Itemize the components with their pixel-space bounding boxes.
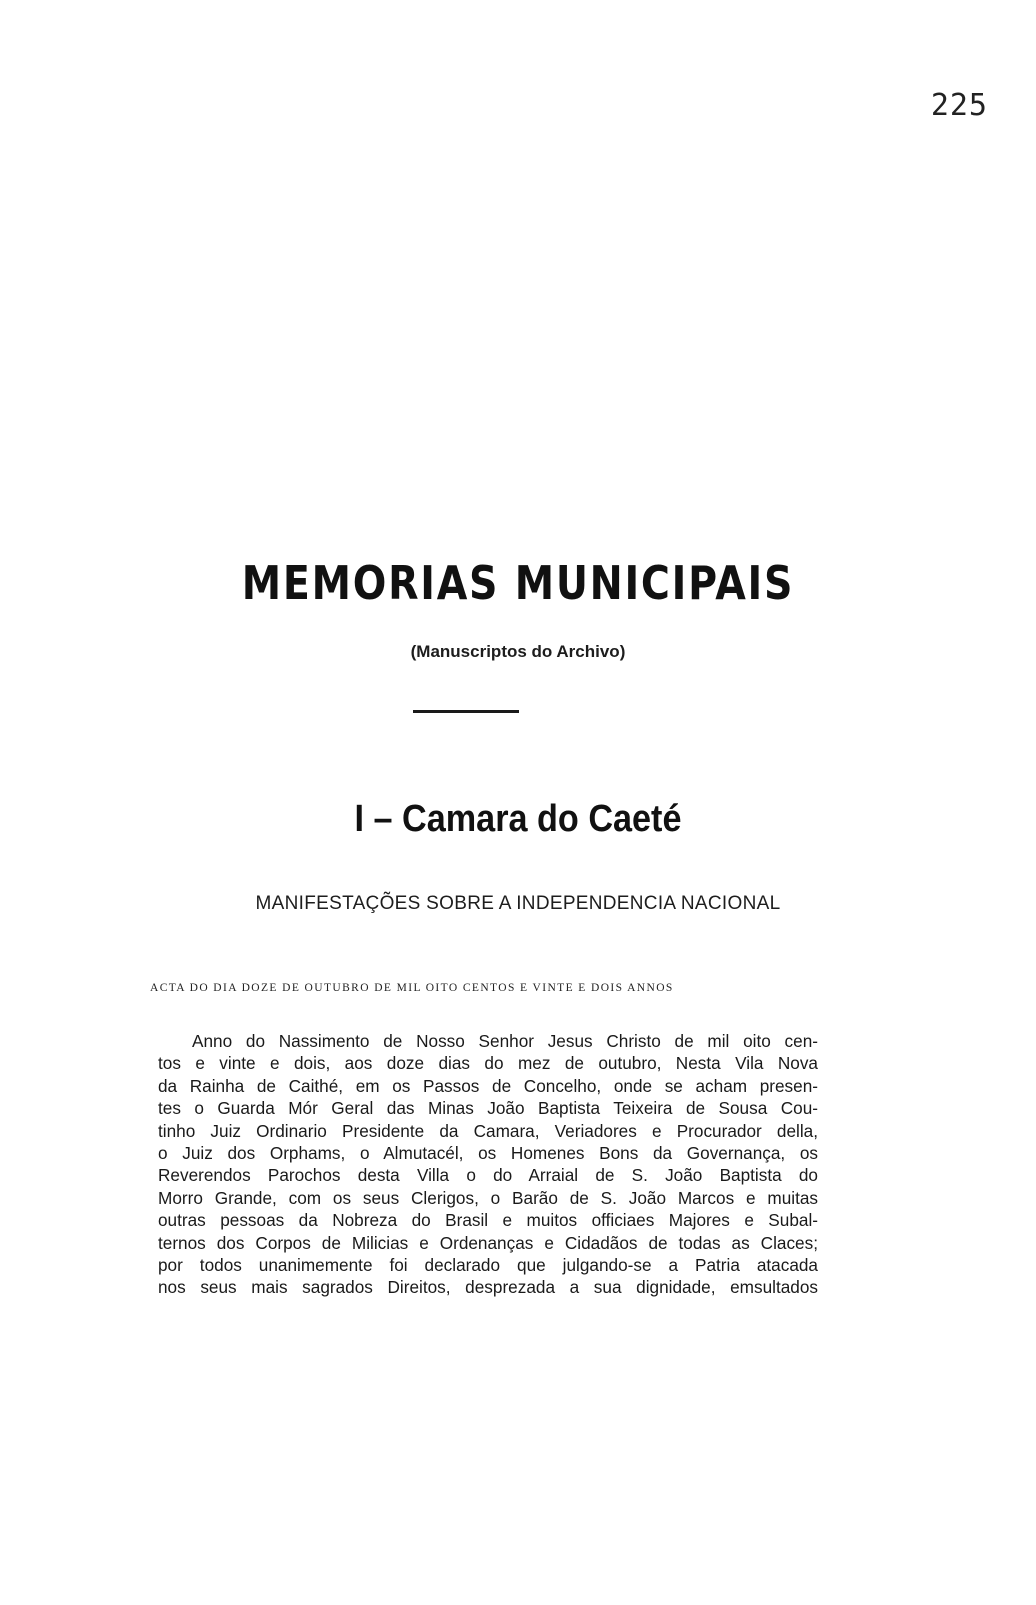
section-heading: MANIFESTAÇÕES SOBRE A INDEPENDENCIA NACIONAL bbox=[255, 893, 781, 914]
section-title: I – Camara do Caeté bbox=[354, 798, 682, 840]
body-text bbox=[158, 1030, 818, 1299]
body-line: Reverendos Parochos desta Villa o do Arraial de S. João Baptista do bbox=[158, 1165, 818, 1186]
body-line: o Juiz dos Orphams, o Almutacél, os Homenes Bons da Governança, os bbox=[158, 1143, 818, 1164]
main-title: MEMORIAS MUNICIPAIS bbox=[241, 556, 795, 610]
body-line: nos seus mais sagrados Direitos, desprezada a sua dignidade, emsultados bbox=[158, 1277, 818, 1298]
page-number: 225 bbox=[930, 88, 988, 123]
body-line: por todos unanimemente foi declarado que julgando-se a Patria atacada bbox=[158, 1255, 818, 1276]
subtitle: (Manuscriptos do Archivo) bbox=[410, 642, 626, 661]
body-line: ternos dos Corpos de Milicias e Ordenanças e Cidadãos de todas as Claces; bbox=[158, 1232, 818, 1253]
body-line: da Rainha de Caithé, em os Passos de Concelho, onde se acham presen- bbox=[158, 1075, 818, 1096]
body-line: tinho Juiz Ordinario Presidente da Camara, Veriadores e Procurador della, bbox=[158, 1120, 818, 1141]
divider-rule bbox=[413, 710, 519, 713]
acta-heading: ACTA DO DIA DOZE DE OUTUBRO DE MIL OITO CENTOS E VINTE E DOIS ANNOS bbox=[150, 982, 674, 994]
body-line: Anno do Nassimento de Nosso Senhor Jesus Christo de mil oito cen- bbox=[192, 1031, 818, 1051]
body-line: outras pessoas da Nobreza do Brasil e muitos officiaes Majores e Subal- bbox=[158, 1210, 818, 1231]
body-line: tos e vinte e dois, aos doze dias do mez de outubro, Nesta Vila Nova bbox=[158, 1053, 818, 1074]
body-line: Morro Grande, com os seus Clerigos, o Barão de S. João Marcos e muitas bbox=[158, 1187, 818, 1208]
body-line: tes o Guarda Mór Geral das Minas João Baptista Teixeira de Sousa Cou- bbox=[158, 1098, 818, 1119]
